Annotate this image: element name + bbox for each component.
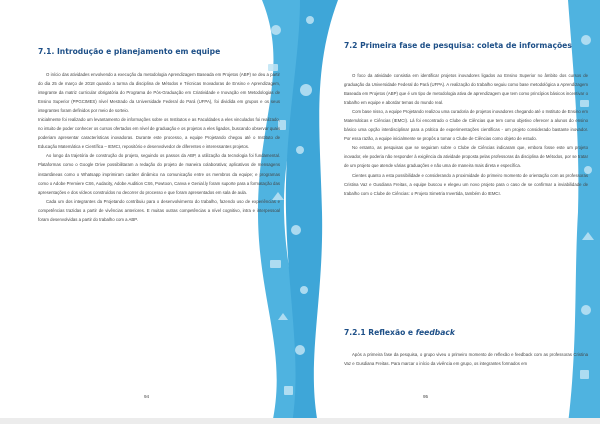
globe-icon	[300, 84, 312, 96]
paragraph: O foco da atividade consistia em identificar projetos inovadores ligados ao Ensino Superior no âmbito dos cursos de graduação da Universidade Federal do Pará (UFPA). A realização do trabalho seguiu como base metodológica a Aprendizagem Baseada em Projetos (ABP) que é um tipo de metodologia ativa de aprendizagem que tem como princípios básicos incentivar o trabalho em equipe e abordar temas do mundo real.	[344, 73, 588, 106]
right-body-text	[344, 71, 588, 198]
paragraph: Com base nisso, a equipe Projetando realizou uma curadoria de projetos inovadores chegando até o Instituto de Ensino em Matemáticas e Ciências (IEMCI). Lá foi encontrado o Clube de Ciências que tem como objetivo oferecer a alunos do ensino básico uma opção interdisciplinar para a prática de experimentações científicas - um projeto considerado bastante inovador. Por essa razão, a equipe inicialmente se propôs a tomar o Clube de Ciências como objeto de estudo.	[344, 109, 588, 142]
section-heading: 7.2 Primeira fase de pesquisa: coleta de informações	[344, 41, 572, 50]
page-number: 95	[423, 394, 429, 399]
bottom-shadow	[0, 418, 600, 424]
paragraph: Ao longo da trajetória de construção do projeto, seguindo os passos da ABP, a utilização da tecnologia foi fundamental. Plataformas como o Google Drive possibilitaram a redação do projeto de maneira colaborativa; aplicativos de mensagens instantâneas como o Whatsapp imprimiram caráter dinâmico na comunicação entre os membros da equipe; e programas como o Adobe Premiere CS6, Audacity, Adobe Audition CS6, Powtoon, Canva e Genial.ly foram suporte para a formatação das apresentações e dos vídeos construídos no decorrer do processo e que foram apresentados em sala de aula.	[38, 153, 280, 195]
paragraph: Após a primeira fase da pesquisa, o grupo viveu o primeiro momento de reflexão e feedback com as professoras Cristina Vaz e Gusdiana Freitas. Para marcar o início da vivência em grupo, os integrantes formados em	[344, 352, 588, 367]
paragraph: O início das atividades envolvendo a execução da metodologia Aprendizagem Baseada em Projetos (ABP) se deu a partir do dia 25 de março de 2018 quando a turma da disciplina de Métodos e Técnicas Inovadoras de Ensino e Aprendizagem, integrante da matriz curricular obrigatória do Programa de Pós-Graduação em Criatividade e Inovação em Metodologias de Ensino Superior (PPGCIMES) nível Mestrado da Universidade Federal do Pará (UFPA), foi dividida em grupos e os seus integrantes foram definidos por meio de sorteio.	[38, 72, 280, 114]
left-page	[20, 0, 282, 424]
subsection-heading	[344, 328, 584, 337]
paragraph: Inicialmente foi realizado um levantamento de informações sobre os Institutos e as Faculdades a eles vinculados foi realizado, no intuito de poder conhecer os cursos ofertados em nível de graduação e os projetos a eles ligados, buscando observar quais poderiam apresentar características inovadoras. Durante este processo, a equipe Projetando chegou até o Instituto de Educação Matemática e Científica – IEMCI, repositório e desenvolvedor de diferentes e interessantes projetos.	[38, 117, 280, 150]
paragraph: Cientes quanto a esta possibilidade e considerando a proximidade do primeiro momento de orientação com as professoras Cristina Vaz e Gusdiana Freitas, a equipe buscou e elegeu um novo projeto para o caso de se confirmar a inviabilidade de trabalho com o Clube de Ciências: o Projeto Simetria Invertida, também do IEMCI.	[344, 172, 588, 196]
paragraph: No entanto, as pesquisas que se seguiram sobre o Clube de Ciências indicaram que, embora fosse este um projeto inovador, ele poderia não responder à exigência da atividade proposta pelas professoras da disciplina de Métodos, por se tratar de um projeto que atende várias graduações e não uma de maneira mais direta e específica.	[344, 145, 588, 169]
page-number: 94	[144, 394, 150, 399]
subsection-heading-prefix: 7.2.1 Reflexão e	[344, 328, 416, 337]
left-body-text	[38, 70, 280, 224]
section-heading: 7.1. Introdução e planejamento em equipe	[38, 47, 221, 56]
subsection-heading-emphasis: feedback	[415, 328, 455, 337]
puzzle-icon	[295, 345, 305, 355]
paragraph: Cada um dos integrantes da Projetando contribuiu para o desenvolvimento do trabalho, fazendo uso de experiências e competências trazidas a partir de vivências anteriores. E muitas outras competências a nível cognitivo, intra e interpessoal foram desenvolvidas a partir do trabalho com a ABP.	[38, 198, 280, 222]
right-page	[328, 0, 586, 424]
right-body-text-2	[344, 350, 588, 368]
